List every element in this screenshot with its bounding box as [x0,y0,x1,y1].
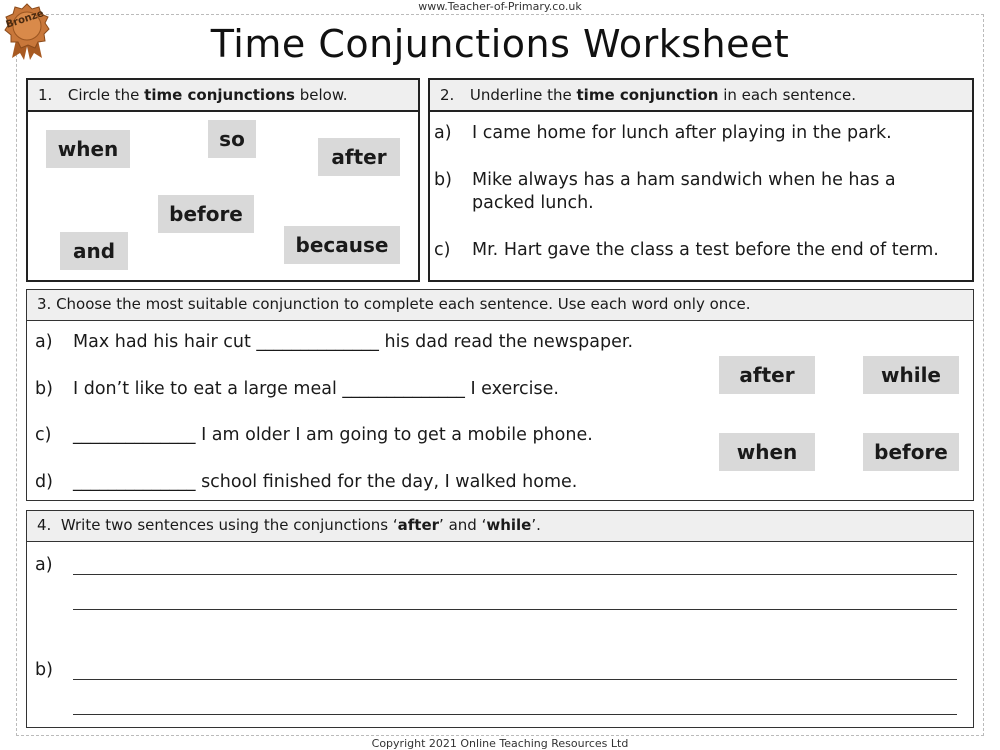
word-card-so[interactable]: so [208,120,256,158]
sentence-text: Max had his hair cut ______________ his dad read the newspaper. [73,332,634,352]
copyright: Copyright 2021 Online Teaching Resources Ltd [371,737,629,750]
word-card-while[interactable]: while [863,356,959,394]
question-3-item-a [35,332,633,352]
question-3-item-c [35,425,593,445]
question-2-item-b [434,169,970,217]
word-card-when[interactable]: when [719,433,815,471]
answer-line-a1[interactable] [73,574,957,575]
item-label: b) [434,170,452,190]
question-3-header: 3. Choose the most suitable conjunction to complete each sentence. Use each word only once. [27,290,973,321]
word-card-because[interactable]: because [284,226,400,264]
word-card-after[interactable]: after [318,138,400,176]
sentence-text: Mike always has a ham sandwich when he has a [472,170,896,190]
sentence-text: ______________ I am older I am going to get a mobile phone. [73,425,593,445]
question-4-text-mid: ’ and ‘ [439,516,487,534]
answer-line-a2[interactable] [73,609,957,610]
badge-label: Bronze [4,8,46,31]
item-label: b) [35,379,53,399]
item-label: a) [35,332,53,352]
answer-line-b1[interactable] [73,679,957,680]
question-3-item-d [35,472,577,492]
item-label: c) [434,240,451,260]
word-card-before[interactable]: before [158,195,254,233]
question-4-header [27,511,973,542]
word-card-after[interactable]: after [719,356,815,394]
item-label: a) [434,123,452,143]
question-4-text-pre: 4. Write two sentences using the conjunctions ‘ [37,516,398,534]
question-2-text-pre: Underline the [469,86,577,104]
question-2-header [430,80,972,112]
answer-a-label: a) [35,555,53,575]
sentence-text: ______________ school finished for the day, I walked home. [73,472,578,492]
question-2-text-bold: time conjunction [576,86,719,104]
item-label: c) [35,425,52,445]
answer-b-label: b) [35,660,53,680]
question-3-item-b [35,379,559,399]
question-4-bold-after: after [397,516,440,534]
site-url[interactable]: www.Teacher-of-Primary.co.uk [418,0,582,13]
sentence-text: Mr. Hart gave the class a test before the end of term. [472,240,939,260]
question-1-number: 1. [38,86,53,104]
question-1-box [26,78,420,282]
question-4-text-post: ’. [531,516,541,534]
sentence-text: I don’t like to eat a large meal ______________ I exercise. [73,379,559,399]
question-2-item-a [434,122,970,146]
item-label: d) [35,472,53,492]
question-3-box [26,289,974,501]
answer-line-b2[interactable] [73,714,957,715]
word-card-and[interactable]: and [60,232,128,270]
word-card-when[interactable]: when [46,130,130,168]
sentence-text-continued: packed lunch. [472,193,594,213]
question-4-bold-while: while [486,516,532,534]
question-1-header [28,80,418,112]
question-1-text-pre: Circle the [67,86,145,104]
sentence-text: I came home for lunch after playing in the park. [472,123,892,143]
question-1-text-bold: time conjunctions [144,86,295,104]
question-2-box [428,78,974,282]
question-4-box [26,510,974,728]
question-2-text-post: in each sentence. [718,86,856,104]
word-card-before[interactable]: before [863,433,959,471]
page-title: Time Conjunctions Worksheet [210,22,790,66]
question-1-text-post: below. [294,86,348,104]
question-2-number: 2. [440,86,455,104]
question-2-item-c [434,239,970,263]
